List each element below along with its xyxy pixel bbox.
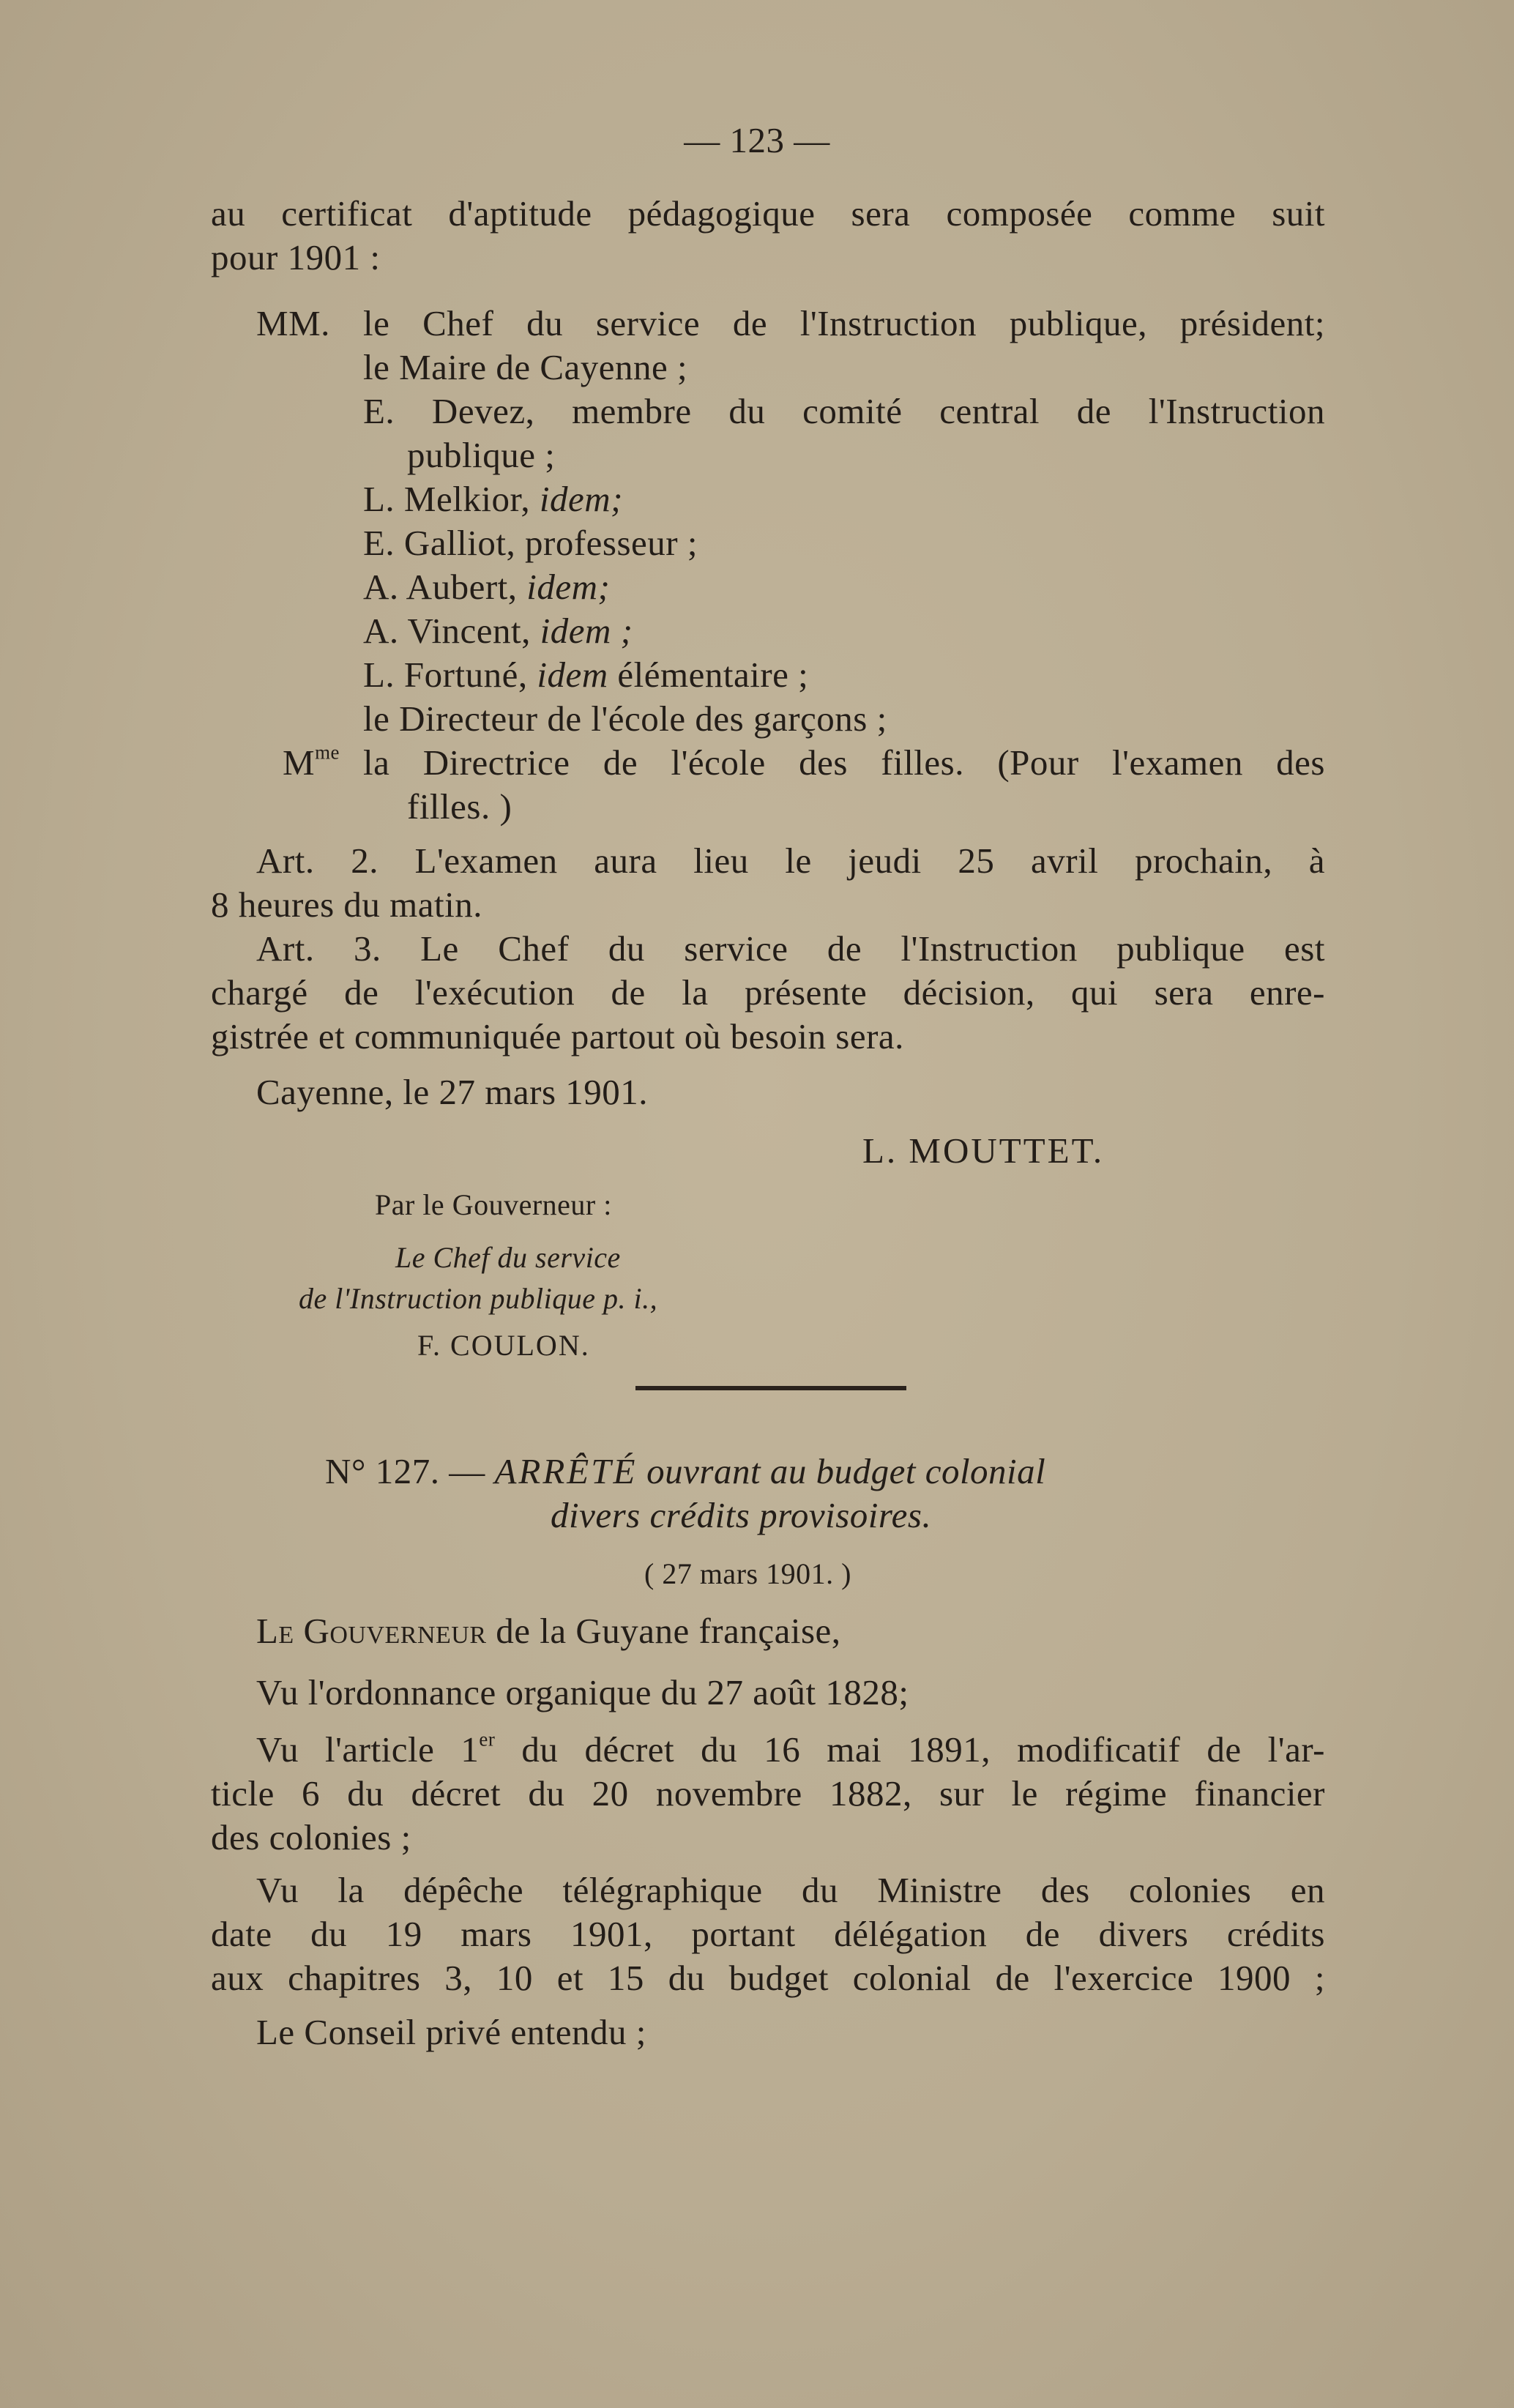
- members-lead: MM.: [256, 303, 330, 343]
- page-number: — 123 —: [684, 120, 830, 160]
- article-3-cont: gistrée et communiquée partout où besoin sera.: [211, 1016, 904, 1056]
- arrete-number: N° 127. —: [325, 1451, 485, 1491]
- member-role: élémentaire ;: [608, 655, 809, 695]
- vu-line: [256, 1728, 1325, 1772]
- member-line: [363, 653, 808, 697]
- member-name: L. Melkior,: [363, 479, 531, 519]
- directrice-m: M: [283, 742, 316, 783]
- chef-line: Le Chef du service: [395, 1241, 621, 1274]
- idem-punct: ;: [597, 567, 611, 607]
- article-3-cont: chargé de l'exécution de la présente décision, qui sera enre-: [211, 972, 1325, 1013]
- member-line: publique ;: [407, 435, 556, 475]
- par-le-gouverneur: Par le Gouverneur :: [375, 1188, 612, 1221]
- gouverneur-title: Le Gouverneur: [256, 1611, 487, 1651]
- vu-line: ticle 6 du décret du 20 novembre 1882, sur le régime financier: [211, 1773, 1325, 1814]
- member-name: A. Aubert,: [363, 567, 518, 607]
- member-line: la Directrice de l'école des filles. (Pour l'examen des: [363, 742, 1325, 783]
- member-line: filles. ): [407, 786, 512, 827]
- idem-text: idem: [540, 611, 611, 651]
- conseil-line: Le Conseil privé entendu ;: [256, 2012, 646, 2052]
- place-date: Cayenne, le 27 mars 1901.: [256, 1072, 649, 1112]
- arrete-date: ( 27 mars 1901. ): [644, 1557, 851, 1590]
- arrete-title-line2: divers crédits provisoires.: [551, 1495, 932, 1535]
- article-3: Art. 3. Le Chef du service de l'Instruction publique est: [256, 928, 1325, 969]
- vu-line: date du 19 mars 1901, portant délégation de divers crédits: [211, 1914, 1325, 1954]
- vu-line: aux chapitres 3, 10 et 15 du budget colonial de l'exercice 1900 ;: [211, 1958, 1325, 1998]
- member-line: le Maire de Cayenne ;: [363, 347, 688, 387]
- section-divider: [635, 1386, 906, 1390]
- chef-line: de l'Instruction publique p. i.,: [299, 1282, 658, 1315]
- gouverneur-line: [256, 1609, 841, 1653]
- member-line: [363, 609, 633, 653]
- directrice-lead: [283, 741, 340, 785]
- directrice-sup: me: [315, 741, 340, 764]
- idem-text: idem: [537, 655, 608, 695]
- member-line: [363, 477, 623, 521]
- vu-line: Vu la dépêche télégraphique du Ministre des colonies en: [256, 1870, 1325, 1910]
- member-name: A. Vincent,: [363, 611, 531, 651]
- member-name: L. Fortuné,: [363, 655, 528, 695]
- idem-punct: ;: [611, 479, 623, 519]
- vu-text: du décret du 16 mai 1891, modificatif de l'ar-: [495, 1729, 1326, 1770]
- arrete-word: ARRÊTÉ: [494, 1451, 638, 1491]
- idem-text: idem: [526, 567, 598, 607]
- text-line: pour 1901 :: [211, 237, 381, 277]
- signature: L. MOUTTET.: [862, 1130, 1105, 1171]
- member-line: le Chef du service de l'Instruction publique, président;: [363, 303, 1325, 343]
- article-2: Art. 2. L'examen aura lieu le jeudi 25 avril prochain, à: [256, 840, 1325, 881]
- coulon-signature: F. COULON.: [417, 1329, 590, 1362]
- idem-text: idem: [539, 479, 611, 519]
- article-2-cont: 8 heures du matin.: [211, 884, 482, 925]
- idem-punct: ;: [620, 611, 633, 651]
- gouverneur-rest: de la Guyane française,: [486, 1611, 841, 1651]
- vu-line: Vu l'ordonnance organique du 27 août 1828;: [256, 1672, 909, 1712]
- member-line: E. Devez, membre du comité central de l'Instruction: [363, 391, 1325, 431]
- text-line: au certificat d'aptitude pédagogique sera composée comme suit: [211, 193, 1325, 234]
- member-line: [363, 565, 610, 609]
- member-line: le Directeur de l'école des garçons ;: [363, 698, 887, 739]
- vu-line: des colonies ;: [211, 1817, 411, 1857]
- arrete-heading: [325, 1450, 1045, 1494]
- member-line: E. Galliot, professeur ;: [363, 523, 698, 563]
- vu-sup: er: [479, 1728, 496, 1751]
- arrete-title: ouvrant au budget colonial: [646, 1451, 1046, 1491]
- vu-text: Vu l'article 1: [256, 1729, 480, 1770]
